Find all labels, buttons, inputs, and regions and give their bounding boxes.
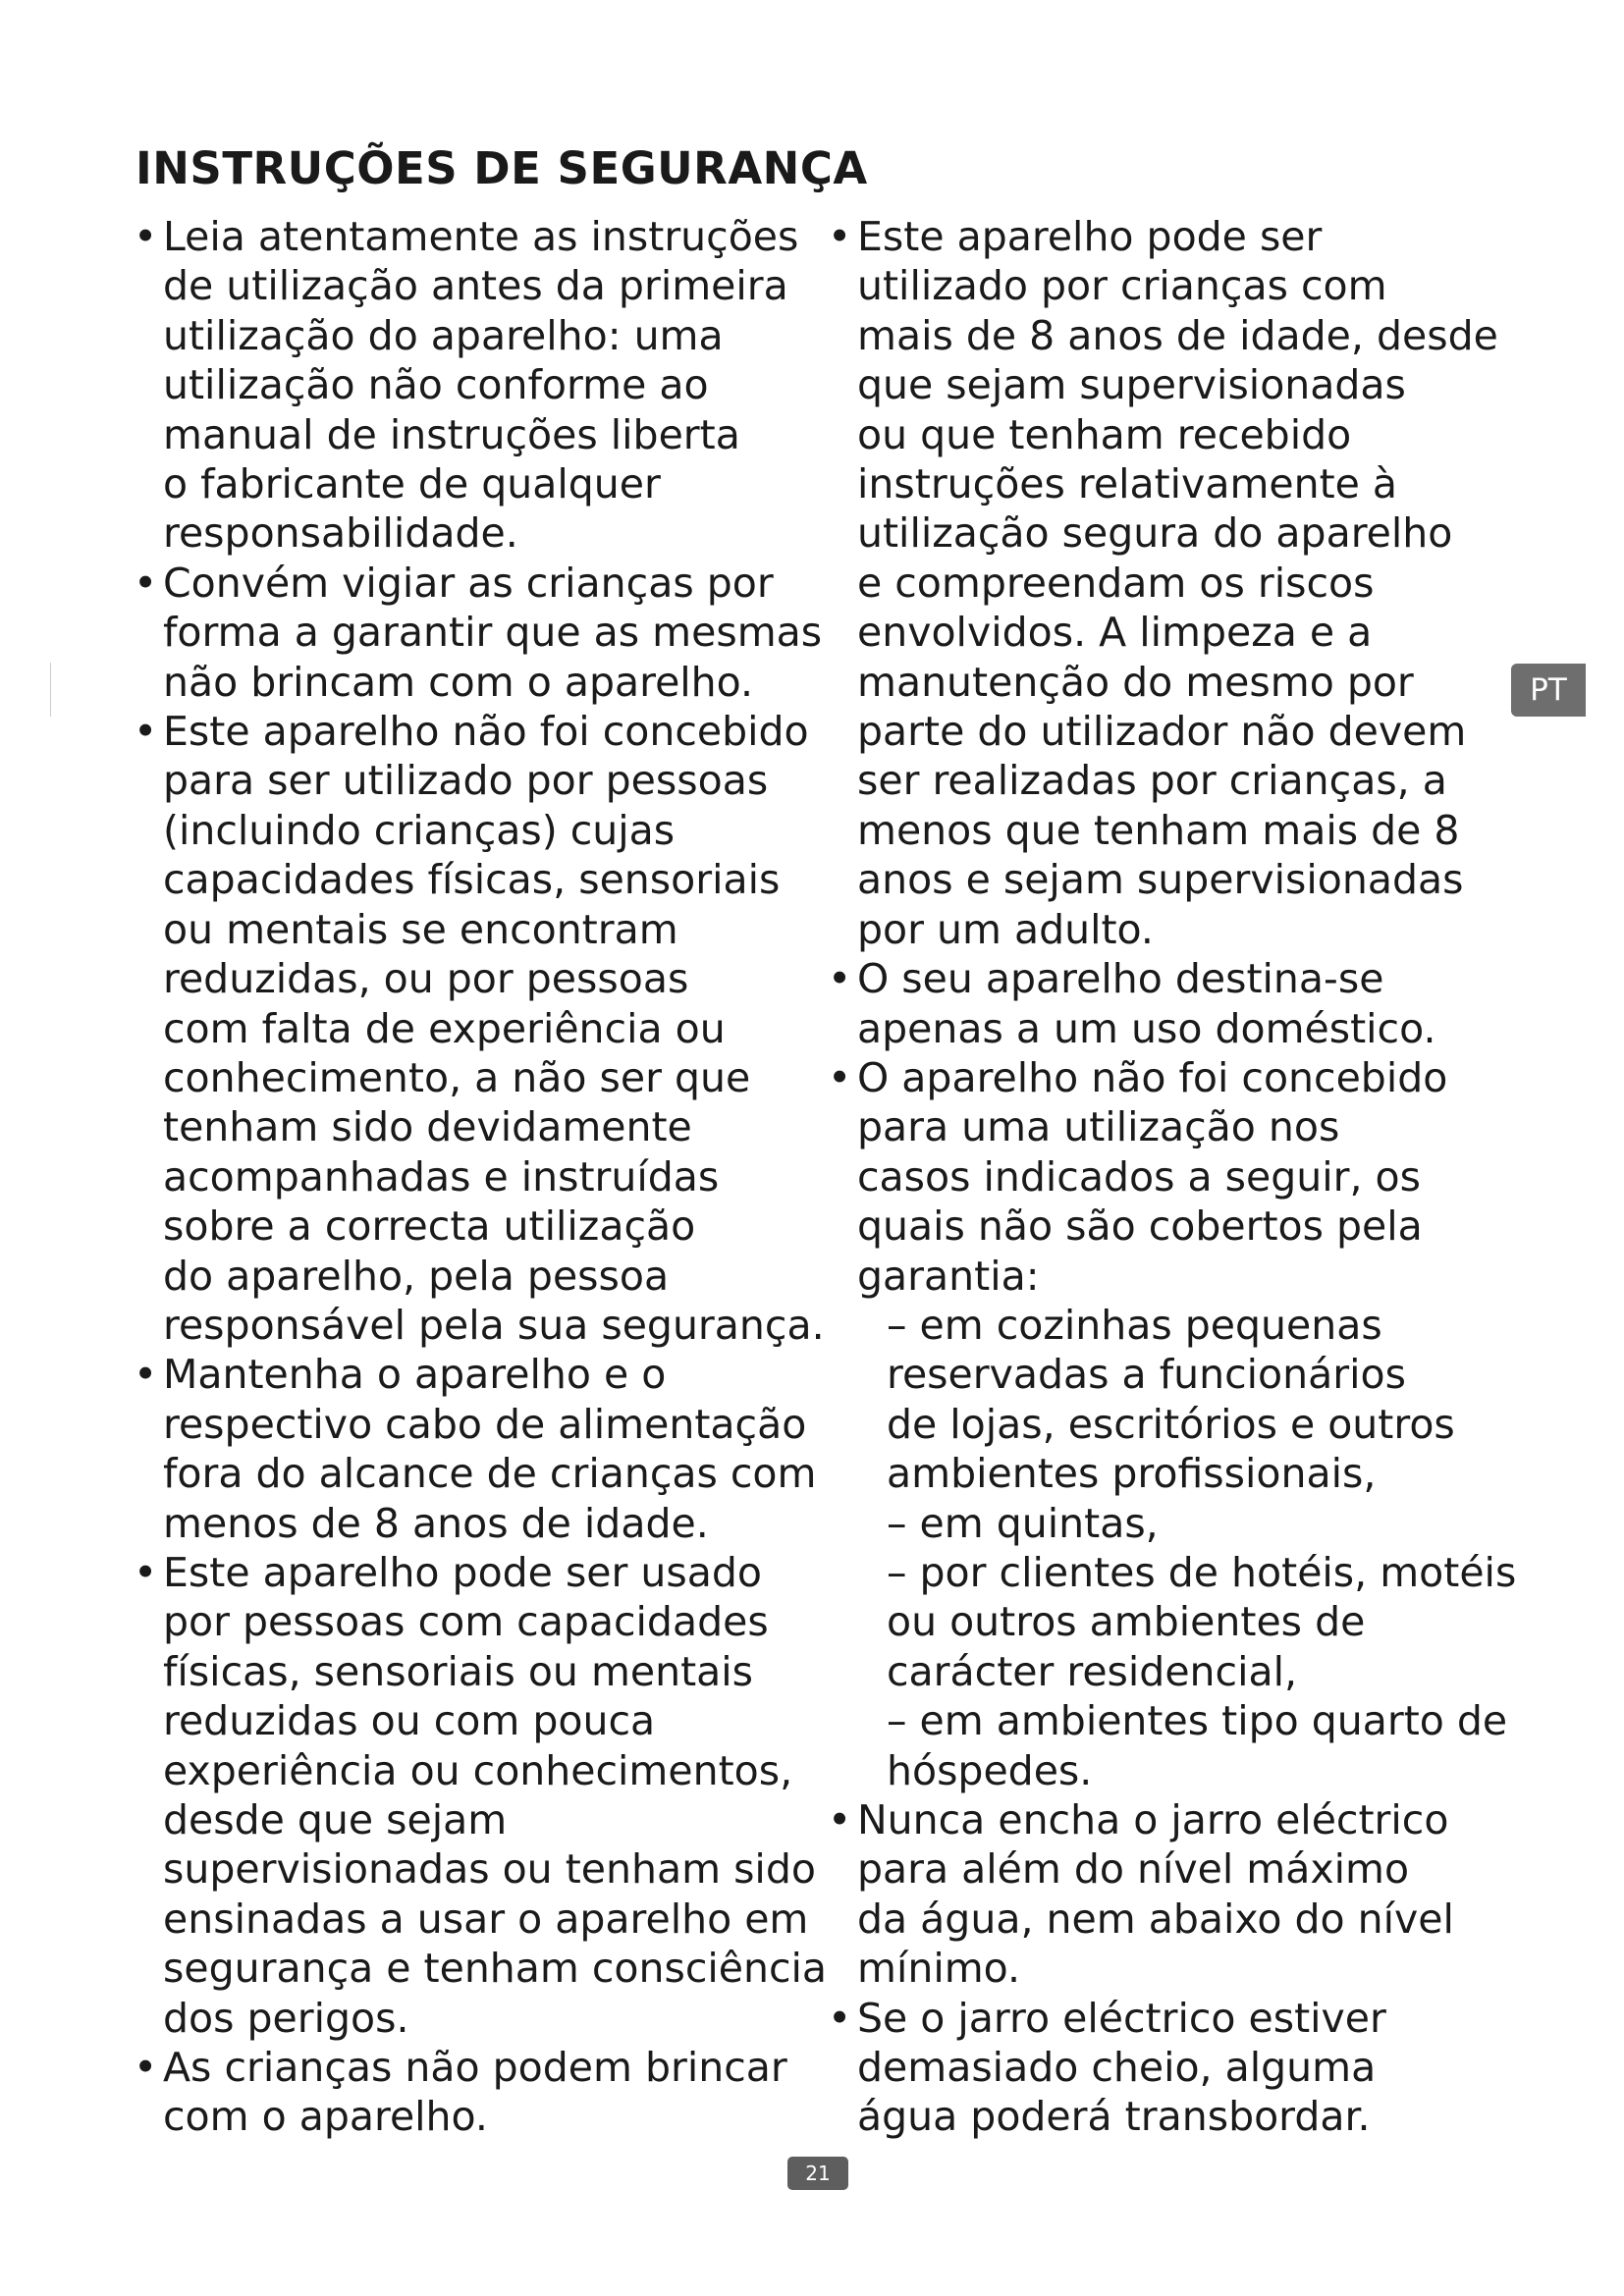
text-line: desde que sejam bbox=[163, 1796, 508, 1843]
text-line: para uma utilização nos bbox=[857, 1103, 1340, 1151]
text-line: reduzidas ou com pouca bbox=[163, 1697, 656, 1745]
text-line: • As crianças não podem brincar bbox=[163, 2044, 787, 2092]
sub-item-line: ou outros ambientes de bbox=[887, 1598, 1366, 1646]
text-line: manual de instruções liberta bbox=[163, 410, 740, 458]
bullet-reduced-capacity bbox=[134, 707, 825, 1350]
sub-item-line: – em ambientes tipo quarto de bbox=[887, 1697, 1508, 1745]
text-line: (incluindo crianças) cujas bbox=[163, 806, 676, 854]
text-line: fora do alcance de crianças com bbox=[163, 1450, 817, 1498]
crop-mark bbox=[50, 663, 51, 717]
text-line: reduzidas, ou por pessoas bbox=[163, 955, 689, 1003]
right-column bbox=[828, 212, 1535, 2142]
page-number: 21 bbox=[787, 2157, 848, 2190]
text-line: conhecimento, a não ser que bbox=[163, 1053, 751, 1101]
text-line: envolvidos. A limpeza e a bbox=[857, 609, 1373, 657]
text-line: utilização segura do aparelho bbox=[857, 509, 1453, 558]
text-line: utilização não conforme ao bbox=[163, 361, 709, 409]
text-line: e compreendam os riscos bbox=[857, 559, 1375, 607]
text-line: dos perigos. bbox=[163, 1994, 409, 2042]
text-line: anos e sejam supervisionadas bbox=[857, 856, 1464, 904]
text-line: com o aparelho. bbox=[163, 2093, 488, 2141]
sub-item-line: hóspedes. bbox=[887, 1746, 1093, 1794]
text-line: acompanhadas e instruídas bbox=[163, 1152, 720, 1201]
sub-item-line: reservadas a funcionários bbox=[887, 1351, 1406, 1399]
bullet-supervise-children bbox=[134, 559, 821, 707]
text-line: utilização do aparelho: uma bbox=[163, 311, 724, 359]
text-line: experiência ou conhecimentos, bbox=[163, 1746, 793, 1794]
text-line: do aparelho, pela pessoa bbox=[163, 1252, 670, 1300]
text-line: • O seu aparelho destina-se bbox=[857, 955, 1384, 1003]
text-line: utilizado por crianças com bbox=[857, 262, 1387, 310]
text-line: ser realizadas por crianças, a bbox=[857, 757, 1447, 805]
text-line: menos que tenham mais de 8 bbox=[857, 806, 1460, 854]
sub-item-line: – em quintas, bbox=[887, 1499, 1159, 1547]
text-line: manutenção do mesmo por bbox=[857, 658, 1414, 706]
text-line: • Leia atentamente as instruções bbox=[163, 213, 799, 260]
text-line: demasiado cheio, alguma bbox=[857, 2044, 1377, 2092]
text-line: respectivo cabo de alimentação bbox=[163, 1400, 807, 1448]
sub-item-line: carácter residencial, bbox=[887, 1647, 1298, 1695]
text-line: o fabricante de qualquer bbox=[163, 460, 661, 508]
text-line: por um adulto. bbox=[857, 905, 1154, 953]
left-column bbox=[134, 212, 828, 2142]
language-tab: PT bbox=[1511, 664, 1586, 717]
text-line: não brincam com o aparelho. bbox=[163, 658, 754, 706]
text-line: • Mantenha o aparelho e o bbox=[163, 1351, 667, 1399]
text-line: ensinadas a usar o aparelho em bbox=[163, 1895, 809, 1943]
bullet-keep-out-of-reach bbox=[134, 1350, 821, 1548]
text-line: água poderá transbordar. bbox=[857, 2093, 1371, 2141]
text-line: responsável pela sua segurança. bbox=[163, 1301, 825, 1349]
sub-item-line: – por clientes de hotéis, motéis bbox=[887, 1548, 1517, 1596]
text-line: ou que tenham recebido bbox=[857, 410, 1352, 458]
text-line: para ser utilizado por pessoas bbox=[163, 757, 769, 805]
sub-item-line: de lojas, escritórios e outros bbox=[887, 1400, 1455, 1448]
bullet-children-no-play bbox=[134, 2043, 821, 2142]
bullet-overfill bbox=[828, 1994, 1535, 2142]
text-line: responsabilidade. bbox=[163, 509, 518, 558]
text-line: segurança e tenham consciência bbox=[163, 1945, 828, 1993]
text-line: com falta de experiência ou bbox=[163, 1004, 726, 1052]
text-line: capacidades físicas, sensoriais bbox=[163, 856, 781, 904]
text-line: da água, nem abaixo do nível bbox=[857, 1895, 1454, 1943]
text-line: casos indicados a seguir, os bbox=[857, 1152, 1421, 1201]
bullet-not-designed-for bbox=[828, 1053, 1535, 1795]
text-line: físicas, sensoriais ou mentais bbox=[163, 1647, 754, 1695]
text-line: • Convém vigiar as crianças por bbox=[163, 559, 774, 607]
text-line: ou mentais se encontram bbox=[163, 905, 678, 953]
text-line: por pessoas com capacidades bbox=[163, 1598, 769, 1646]
text-line: instruções relativamente à bbox=[857, 460, 1398, 508]
text-line: tenham sido devidamente bbox=[163, 1103, 692, 1151]
sub-item-line: ambientes profissionais, bbox=[887, 1450, 1377, 1498]
text-line: mínimo. bbox=[857, 1945, 1021, 1993]
text-line: menos de 8 anos de idade. bbox=[163, 1499, 709, 1547]
text-line: que sejam supervisionadas bbox=[857, 361, 1406, 409]
text-line: supervisionadas ou tenham sido bbox=[163, 1845, 816, 1894]
text-line: • Nunca encha o jarro eléctrico bbox=[857, 1796, 1449, 1843]
text-line: • Este aparelho pode ser bbox=[857, 213, 1323, 260]
text-line: • O aparelho não foi concebido bbox=[857, 1053, 1448, 1101]
text-line: sobre a correcta utilização bbox=[163, 1202, 696, 1251]
sub-item-line: – em cozinhas pequenas bbox=[887, 1301, 1382, 1349]
text-line: apenas a um uso doméstico. bbox=[857, 1004, 1436, 1052]
text-line: para além do nível máximo bbox=[857, 1845, 1410, 1894]
bullet-domestic-use bbox=[828, 954, 1535, 1053]
bullet-water-level bbox=[828, 1795, 1535, 1994]
text-line: • Se o jarro eléctrico estiver bbox=[857, 1994, 1386, 2042]
bullet-children-over-8 bbox=[828, 212, 1535, 954]
text-line: • Este aparelho pode ser usado bbox=[163, 1548, 762, 1596]
text-line: parte do utilizador não devem bbox=[857, 708, 1467, 756]
text-line: garantia: bbox=[857, 1252, 1040, 1300]
text-line: mais de 8 anos de idade, desde bbox=[857, 311, 1498, 359]
page-title: INSTRUÇÕES DE SEGURANÇA bbox=[135, 142, 868, 194]
text-line: forma a garantir que as mesmas bbox=[163, 609, 823, 657]
text-line: quais não são cobertos pela bbox=[857, 1202, 1423, 1251]
text-line: de utilização antes da primeira bbox=[163, 262, 788, 310]
bullet-supervised-use bbox=[134, 1548, 828, 2043]
text-line: • Este aparelho não foi concebido bbox=[163, 708, 809, 756]
bullet-instructions bbox=[134, 212, 821, 559]
